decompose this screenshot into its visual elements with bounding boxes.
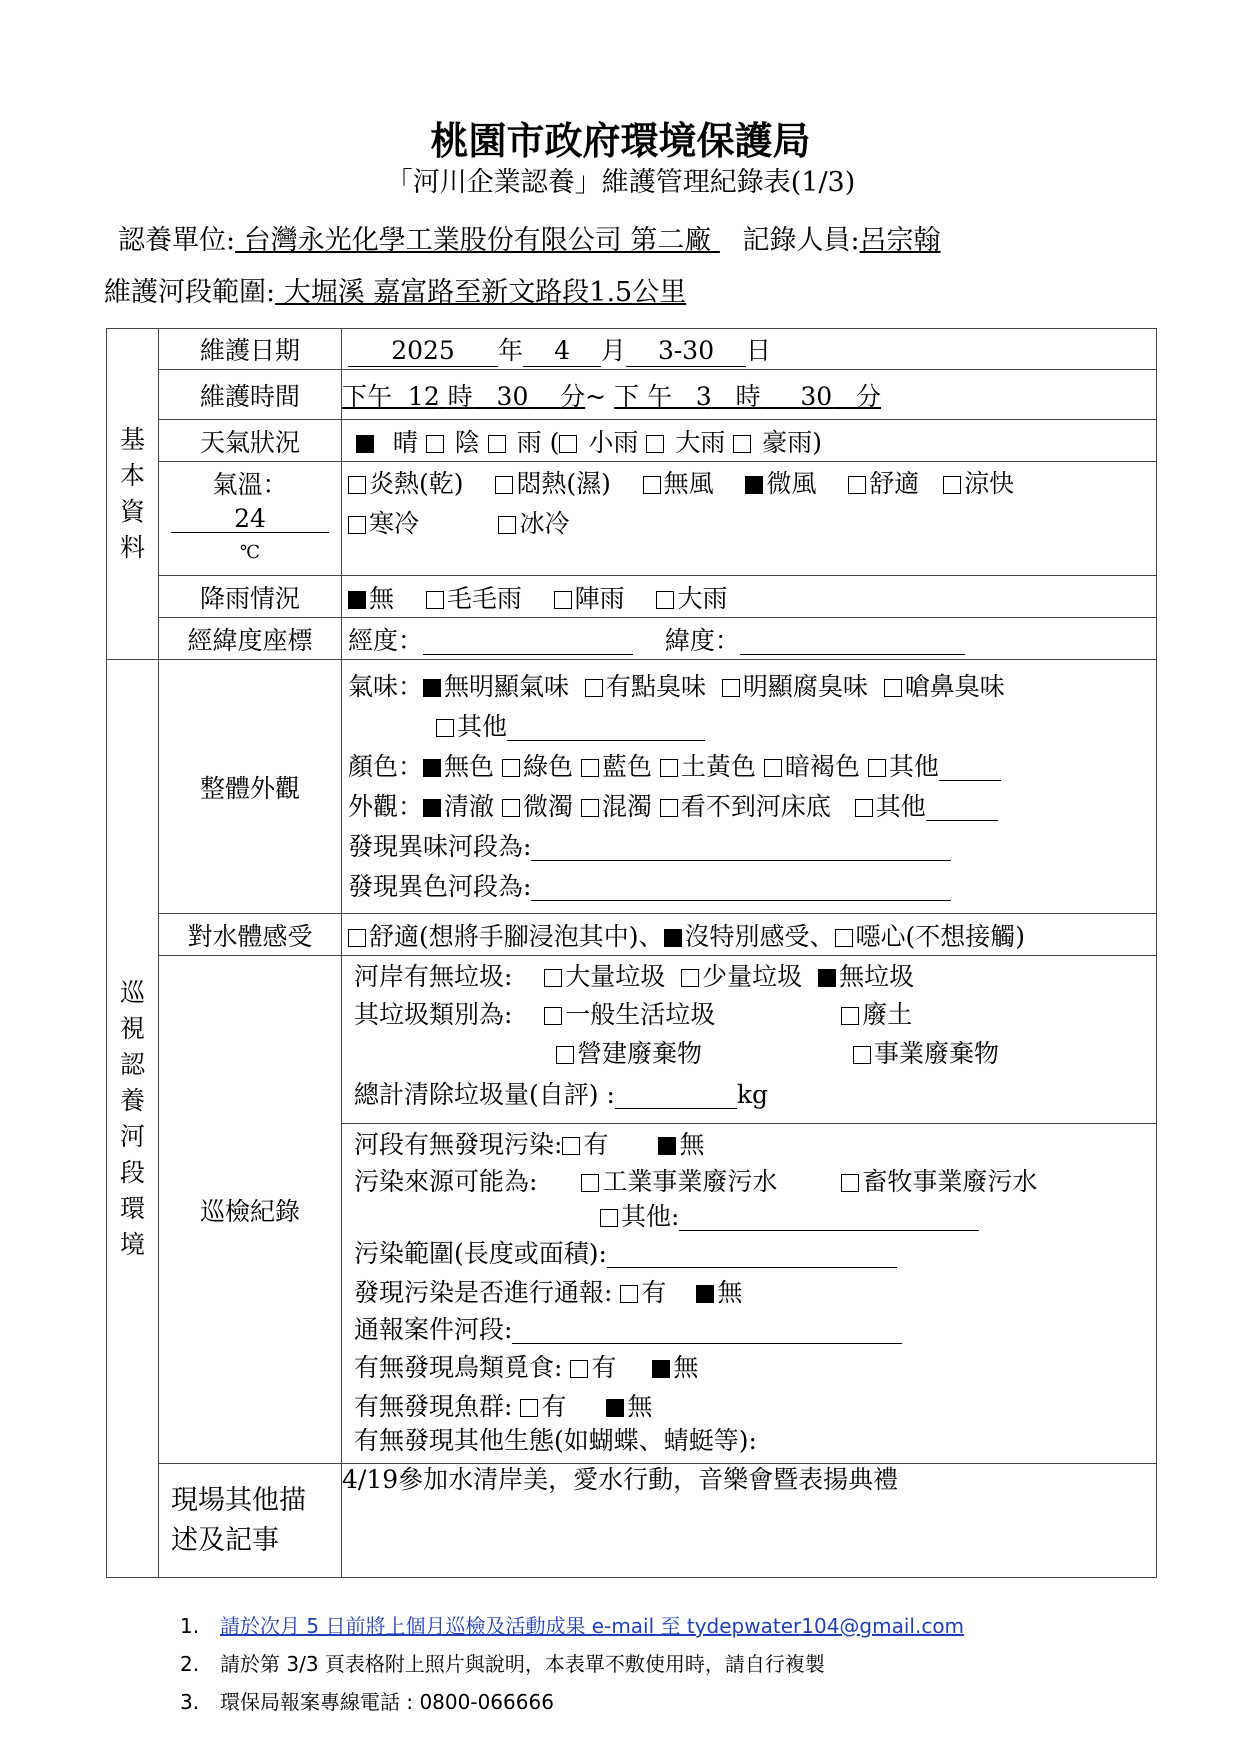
recorder-value: 呂宗翰 bbox=[859, 225, 941, 256]
color-other-field[interactable] bbox=[939, 754, 1001, 781]
smell-none-checkbox[interactable] bbox=[423, 679, 441, 697]
fish-yes-checkbox[interactable] bbox=[520, 1399, 538, 1417]
note-2: 2. 請於第 3/3 頁表格附上照片與說明，本表單不敷使用時，請自行複製 bbox=[180, 1652, 825, 1676]
rainfall-drizzle-checkbox[interactable] bbox=[426, 591, 444, 609]
odd-smell-field[interactable] bbox=[531, 834, 951, 861]
temp-field[interactable]: 24 bbox=[171, 502, 329, 533]
look-nobed-checkbox[interactable] bbox=[660, 799, 678, 817]
time-value: 下午 12 時 30 分~ 下 午 3 時 30 分 bbox=[342, 370, 1157, 420]
temp-humid-checkbox[interactable] bbox=[495, 476, 513, 494]
color-other-checkbox[interactable] bbox=[868, 759, 886, 777]
coords-value bbox=[342, 618, 1157, 660]
smell-other-field[interactable] bbox=[507, 714, 705, 741]
year-field[interactable]: 2025 bbox=[348, 336, 498, 367]
feeling-disgust-checkbox[interactable] bbox=[835, 929, 853, 947]
rainfall-value: 無 毛毛雨 陣雨 大雨 bbox=[342, 576, 1157, 618]
temp-nowind-checkbox[interactable] bbox=[643, 476, 661, 494]
case-section-field[interactable] bbox=[512, 1317, 902, 1344]
range-value: 大堀溪 嘉富路至新文路段1.5公里 bbox=[275, 277, 687, 308]
smell-pungent-checkbox[interactable] bbox=[884, 679, 902, 697]
latitude-field[interactable] bbox=[740, 628, 965, 655]
source-livestock-checkbox[interactable] bbox=[841, 1174, 859, 1192]
look-other-field[interactable] bbox=[926, 794, 998, 821]
report-no-checkbox[interactable] bbox=[696, 1285, 714, 1303]
color-green-checkbox[interactable] bbox=[502, 759, 520, 777]
odd-smell-label: 發現異味河段為: bbox=[348, 831, 532, 861]
appearance-value: 氣味： 無明顯氣味 有點臭味 明顯腐臭味 嗆鼻臭味 其他 顏色： 無色 綠色 藍色 土黃色 暗褐色 其他 外觀： 清澈 微濁 混濁 看不到河床底 其他 發現異味河段為: 發現異色河段為: bbox=[342, 660, 1157, 914]
time-start[interactable]: 下午 12 時 30 分 bbox=[342, 381, 586, 411]
weather-value: 晴 陰 雨 ( 小雨 大雨 豪雨) bbox=[342, 420, 1157, 462]
other-label: 現場其他描述及記事 bbox=[171, 1484, 306, 1556]
document-title: 桃園市政府環境保護局 bbox=[430, 119, 811, 163]
coords-label: 經緯度座標 bbox=[159, 618, 342, 660]
month-field[interactable]: 4 bbox=[523, 336, 601, 367]
garbage-some-checkbox[interactable] bbox=[681, 969, 699, 987]
color-blue-checkbox[interactable] bbox=[581, 759, 599, 777]
look-clear-checkbox[interactable] bbox=[423, 799, 441, 817]
appearance-label: 整體外觀 bbox=[159, 660, 342, 914]
report-yes-checkbox[interactable] bbox=[620, 1285, 638, 1303]
fish-no-checkbox[interactable] bbox=[606, 1399, 624, 1417]
adopter-row bbox=[118, 218, 941, 257]
temp-unit: ℃ bbox=[239, 541, 261, 563]
temp-hot-checkbox[interactable] bbox=[348, 476, 366, 494]
note-1-link[interactable]: 請於次月 5 日前將上個月巡檢及活動成果 e-mail 至 tydepwater104@gmail.com bbox=[220, 1614, 965, 1638]
other-value[interactable] bbox=[342, 1464, 1157, 1578]
temp-cool-checkbox[interactable] bbox=[943, 476, 961, 494]
section-basic: 基本資料 bbox=[107, 329, 159, 660]
garbage-lots-checkbox[interactable] bbox=[544, 969, 562, 987]
odd-color-field[interactable] bbox=[531, 874, 951, 901]
recorder-label: 記錄人員: bbox=[742, 225, 860, 256]
rainfall-label: 降雨情況 bbox=[159, 576, 342, 618]
time-label: 維護時間 bbox=[159, 370, 342, 420]
temp-cold-checkbox[interactable] bbox=[348, 516, 366, 534]
rainfall-heavy-checkbox[interactable] bbox=[656, 591, 674, 609]
rainfall-shower-checkbox[interactable] bbox=[554, 591, 572, 609]
feeling-label: 對水體感受 bbox=[159, 914, 342, 956]
adopter-unit-label: 認養單位: bbox=[118, 225, 236, 256]
source-industrial-checkbox[interactable] bbox=[581, 1174, 599, 1192]
look-other-checkbox[interactable] bbox=[855, 799, 873, 817]
patrol-value: 河岸有無垃圾: 大量垃圾 少量垃圾 無垃圾 其垃圾類別為: 一般生活垃圾 廢土 營建廢棄物 事業廢棄物 總計清除垃圾量(自評) : kg 河段有無發現污染: 有 無 污染來源可能為: 工業事業廢污水 畜牧事業廢污水 其他: 污染範圍(長度或面積): 發現污染是否進行通報: 有 無 通報案件河段: 有無發現鳥類覓食: 有 無 有無發現魚群: 有 無 有無發現其他生態(如蝴蝶、蜻蜓等): bbox=[342, 956, 1157, 1464]
weather-light-checkbox[interactable] bbox=[559, 435, 577, 453]
record-form-table bbox=[106, 328, 1157, 1578]
longitude-label: 經度： bbox=[348, 625, 424, 655]
source-other-field[interactable] bbox=[679, 1204, 979, 1231]
type-soil-checkbox[interactable] bbox=[841, 1007, 859, 1025]
other-text: 4/19參加水清岸美，愛水行動，音樂會暨表揚典禮 bbox=[342, 1465, 899, 1494]
weather-rain-checkbox[interactable] bbox=[488, 435, 506, 453]
weather-label: 天氣狀況 bbox=[159, 420, 342, 462]
source-other-checkbox[interactable] bbox=[600, 1209, 618, 1227]
date-label: 維護日期 bbox=[159, 329, 342, 370]
longitude-field[interactable] bbox=[423, 628, 633, 655]
eco-label: 有無發現其他生態(如蝴蝶、蜻蜓等): bbox=[354, 1426, 757, 1455]
birds-no-checkbox[interactable] bbox=[652, 1360, 670, 1378]
pollution-yes-checkbox[interactable] bbox=[562, 1137, 580, 1155]
color-none-checkbox[interactable] bbox=[423, 759, 441, 777]
type-household-checkbox[interactable] bbox=[544, 1007, 562, 1025]
type-business-checkbox[interactable] bbox=[853, 1046, 871, 1064]
day-field[interactable]: 3-30 bbox=[626, 336, 746, 367]
note-3: 3. 環保局報案專線電話 : 0800-066666 bbox=[180, 1690, 554, 1714]
pollution-range-field[interactable] bbox=[607, 1241, 897, 1268]
pollution-no-checkbox[interactable] bbox=[658, 1137, 676, 1155]
date-value: 2025 年 4 月 3-30 日 bbox=[342, 329, 1157, 370]
section-patrol: 巡視認養河段環境 bbox=[107, 660, 159, 1578]
document-subtitle: 「河川企業認養」維護管理紀錄表(1/3) bbox=[385, 167, 856, 198]
feeling-value: 舒適(想將手腳浸泡其中)、 沒特別感受、 噁心(不想接觸) bbox=[342, 914, 1157, 956]
weather-sunny-checkbox[interactable] bbox=[356, 435, 374, 453]
temp-freezing-checkbox[interactable] bbox=[498, 516, 516, 534]
smell-rotten-checkbox[interactable] bbox=[722, 679, 740, 697]
type-construction-checkbox[interactable] bbox=[556, 1046, 574, 1064]
temp-comfort-checkbox[interactable] bbox=[848, 476, 866, 494]
temp-breeze-checkbox[interactable] bbox=[745, 476, 763, 494]
odd-color-label: 發現異色河段為: bbox=[348, 871, 532, 901]
weather-cloudy-checkbox[interactable] bbox=[426, 435, 444, 453]
smell-slight-checkbox[interactable] bbox=[585, 679, 603, 697]
adopter-unit-value: 台灣永光化學工業股份有限公司 第二廠 bbox=[235, 225, 720, 256]
range-row bbox=[104, 270, 686, 309]
other-label-cell bbox=[159, 1464, 342, 1578]
time-end[interactable]: 下 午 3 時 30 分 bbox=[614, 381, 882, 411]
range-label: 維護河段範圍: bbox=[104, 277, 276, 308]
smell-other-checkbox[interactable] bbox=[436, 719, 454, 737]
feeling-comfort-checkbox[interactable] bbox=[348, 929, 366, 947]
latitude-label: 緯度： bbox=[664, 625, 740, 655]
weather-heavy-checkbox[interactable] bbox=[646, 435, 664, 453]
color-brown-checkbox[interactable] bbox=[764, 759, 782, 777]
note-1: 1. 請於次月 5 日前將上個月巡檢及活動成果 e-mail 至 tydepwater104@gmail.com bbox=[180, 1614, 965, 1638]
garbage-none-checkbox[interactable] bbox=[818, 969, 836, 987]
look-turbid-checkbox[interactable] bbox=[581, 799, 599, 817]
temp-label: 氣溫： bbox=[212, 469, 288, 499]
color-yellow-checkbox[interactable] bbox=[660, 759, 678, 777]
weather-storm-checkbox[interactable] bbox=[733, 435, 751, 453]
patrol-label: 巡檢紀錄 bbox=[159, 956, 342, 1464]
temp-options: 炎熱(乾) 悶熱(濕) 無風 微風 舒適 涼快 寒冷 冰冷 bbox=[342, 462, 1157, 576]
rainfall-none-checkbox[interactable] bbox=[348, 591, 366, 609]
temp-label-cell bbox=[159, 462, 342, 576]
garbage-total-field[interactable] bbox=[615, 1082, 737, 1109]
birds-yes-checkbox[interactable] bbox=[570, 1360, 588, 1378]
look-slight-checkbox[interactable] bbox=[502, 799, 520, 817]
feeling-neutral-checkbox[interactable] bbox=[664, 929, 682, 947]
